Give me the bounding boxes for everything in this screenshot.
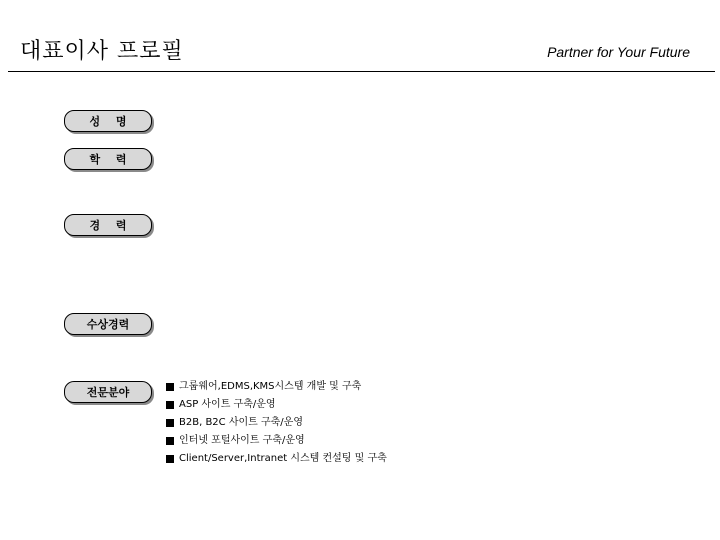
label-career: 경 력 (64, 214, 152, 236)
black-square-icon (166, 383, 174, 391)
black-square-icon (166, 437, 174, 445)
list-item (166, 378, 387, 396)
expertise-item-text: 인터넷 포털사이트 구축/운영 (179, 435, 305, 446)
label-awards: 수상경력 (64, 313, 152, 335)
company-tagline: Partner for Your Future (547, 44, 690, 60)
label-name: 성 명 (64, 110, 152, 132)
list-item (166, 432, 387, 450)
expertise-item-text: Client/Server,Intranet 시스템 컨설팅 및 구축 (179, 453, 387, 464)
header-divider (8, 71, 715, 72)
page-title: 대표이사 프로필 (20, 39, 184, 64)
label-education: 학 력 (64, 148, 152, 170)
black-square-icon (166, 419, 174, 427)
black-square-icon (166, 401, 174, 409)
black-square-icon (166, 455, 174, 463)
expertise-item-text: ASP 사이트 구축/운영 (179, 399, 276, 410)
list-item (166, 414, 387, 432)
expertise-list (166, 378, 387, 468)
expertise-item-text: B2B, B2C 사이트 구축/운영 (179, 417, 303, 428)
list-item (166, 396, 387, 414)
label-expertise: 전문분야 (64, 381, 152, 403)
list-item (166, 450, 387, 468)
expertise-item-text: 그룹웨어,EDMS,KMS시스템 개발 및 구축 (179, 381, 362, 392)
